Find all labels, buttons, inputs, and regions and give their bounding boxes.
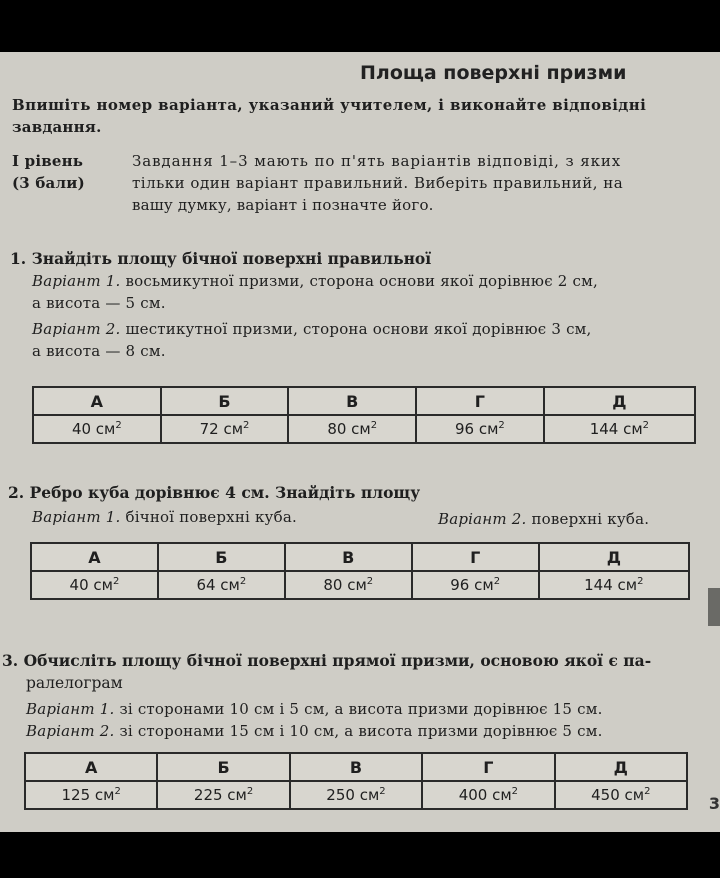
task-2-option-e-letter[interactable]: Д (539, 543, 689, 571)
level-heading (12, 150, 85, 194)
task-2-option-b-letter[interactable]: Б (158, 543, 285, 571)
unit-power: 2 (114, 786, 121, 797)
task-2-question-line: 2. Ребро куба дорівнює 4 см. Знайдіть площу (8, 483, 421, 502)
task-3-option-c-letter[interactable]: В (290, 753, 422, 781)
unit-power: 2 (246, 786, 254, 797)
task-2-question (8, 482, 420, 504)
task-1-option-d-letter[interactable]: Г (416, 387, 544, 415)
task-3-variant-2-label: Варіант 2. (26, 722, 115, 740)
level-points: (3 бали) (12, 174, 85, 192)
task-1-variant-2-label: Варіант 2. (32, 320, 121, 338)
level-desc-line-1: Завдання 1–3 мають по п'ять варіантів відповіді, з яких (132, 152, 622, 170)
task-3-variant-1 (26, 698, 716, 720)
task-2-option-c-value[interactable] (285, 571, 412, 599)
task-3-option-a-value[interactable] (25, 781, 157, 809)
task-2-option-d-letter[interactable]: Г (412, 543, 539, 571)
level-desc-line-2: тільки один варіант правильний. Виберіть правильний, на (132, 174, 624, 192)
unit-power: 2 (239, 576, 247, 587)
task-1-variant-2-cont: а висота — 8 см. (32, 342, 166, 360)
task-3-option-b-letter[interactable]: Б (157, 753, 289, 781)
task-3-option-c-value[interactable] (290, 781, 422, 809)
task-2-option-d-value[interactable] (412, 571, 539, 599)
edge-number: 3 (708, 794, 720, 813)
task-1-variant-1-label: Варіант 1. (32, 272, 121, 290)
value-text: 40 см (69, 576, 113, 594)
task-3-variant-2 (26, 720, 716, 742)
level-description (132, 150, 712, 216)
task-3-option-d-value[interactable] (422, 781, 554, 809)
task-1-option-b-letter[interactable]: Б (161, 387, 289, 415)
level-name: I рівень (12, 152, 84, 170)
task-1-answer-table (32, 386, 696, 444)
value-text: 250 см (326, 786, 380, 804)
task-3-variant-2-text: зі сторонами 15 см і 10 см, а висота призми дорівнює 5 см. (114, 722, 603, 740)
task-2-option-c-letter[interactable]: В (285, 543, 412, 571)
task-1-variant-2 (32, 318, 712, 340)
task-3-option-e-value[interactable] (555, 781, 687, 809)
task-1-variant-1 (32, 270, 712, 292)
task-2-variant-1 (32, 506, 297, 528)
value-text: 400 см (458, 786, 512, 804)
task-1-variant-1-cont: а висота — 5 см. (32, 294, 166, 312)
unit-power: 2 (112, 576, 120, 587)
task-2-variant-1-label: Варіант 1. (32, 508, 121, 526)
task-3-variant-1-label: Варіант 1. (26, 700, 115, 718)
task-3-option-e-letter[interactable]: Д (555, 753, 687, 781)
value-text: 96 см (455, 420, 499, 438)
task-3-variant-1-text: зі сторонами 10 см і 5 см, а висота призми дорівнює 15 см. (114, 700, 603, 718)
value-text: 225 см (193, 786, 247, 804)
value-text: 144 см (589, 420, 643, 438)
value-text: 96 см (450, 576, 494, 594)
task-2-option-a-letter[interactable]: А (31, 543, 158, 571)
task-3-option-b-value[interactable] (157, 781, 289, 809)
task-2-answer-table (30, 542, 690, 600)
task-1-option-e-value[interactable] (544, 415, 695, 443)
instructions-line-1: Впишіть номер варіанта, указаний учителем, і виконайте відповідні (12, 96, 647, 114)
task-1-option-c-letter[interactable]: В (288, 387, 416, 415)
task-2-variant-2-label: Варіант 2. (438, 510, 527, 528)
worksheet-page (0, 52, 720, 832)
unit-power: 2 (637, 576, 644, 587)
unit-power: 2 (115, 420, 122, 431)
instructions (12, 94, 712, 138)
value-text: 40 см (71, 420, 116, 438)
value-text: 64 см (196, 576, 240, 594)
task-2-option-e-value[interactable] (539, 571, 689, 599)
task-2-variant-1-text: бічної поверхні куба. (120, 508, 297, 526)
unit-power: 2 (366, 576, 374, 587)
page-edge-shadow (708, 588, 720, 626)
value-text: 72 см (199, 420, 244, 438)
task-1-variant-2-text-1: шестикутної призми, сторона основи якої дорівнює 3 см, (120, 320, 592, 338)
value-text: 125 см (61, 786, 115, 804)
task-1-question (10, 248, 431, 270)
task-1-option-c-value[interactable] (288, 415, 416, 443)
task-3-question-line-2: ралелограм (26, 674, 123, 692)
task-3-question-line-1: 3. Обчисліть площу бічної поверхні прямої призми, основою якої є па- (2, 651, 652, 670)
task-3-option-a-letter[interactable]: А (25, 753, 157, 781)
task-1-variant-1-text-1: восьмикутної призми, сторона основи якої дорівнює 2 см, (120, 272, 598, 290)
unit-power: 2 (511, 786, 519, 797)
value-text: 450 см (591, 786, 645, 804)
task-2-option-b-value[interactable] (158, 571, 285, 599)
task-1-option-a-value[interactable] (33, 415, 161, 443)
unit-power: 2 (642, 420, 650, 431)
task-1-option-b-value[interactable] (161, 415, 289, 443)
unit-power: 2 (243, 420, 250, 431)
task-2-variant-2 (438, 508, 649, 530)
task-1-option-e-letter[interactable]: Д (544, 387, 695, 415)
unit-power: 2 (498, 420, 505, 431)
value-text: 80 см (323, 576, 367, 594)
unit-power: 2 (379, 786, 386, 797)
unit-power: 2 (370, 420, 378, 431)
task-3-answer-table (24, 752, 688, 810)
value-text: 144 см (584, 576, 638, 594)
task-2-option-a-value[interactable] (31, 571, 158, 599)
unit-power: 2 (644, 786, 651, 797)
task-3-option-d-letter[interactable]: Г (422, 753, 554, 781)
unit-power: 2 (493, 576, 501, 587)
task-2-variant-2-text: поверхні куба. (526, 510, 650, 528)
task-1-option-a-letter[interactable]: А (33, 387, 161, 415)
task-1-question-line: 1. Знайдіть площу бічної поверхні правильної (10, 249, 432, 268)
task-1-option-d-value[interactable] (416, 415, 544, 443)
page-title: Площа поверхні призми (360, 62, 627, 84)
level-desc-line-3: вашу думку, варіант і позначте його. (132, 196, 434, 214)
value-text: 80 см (327, 420, 371, 438)
instructions-line-2: завдання. (12, 118, 102, 136)
task-3-question (2, 650, 712, 694)
